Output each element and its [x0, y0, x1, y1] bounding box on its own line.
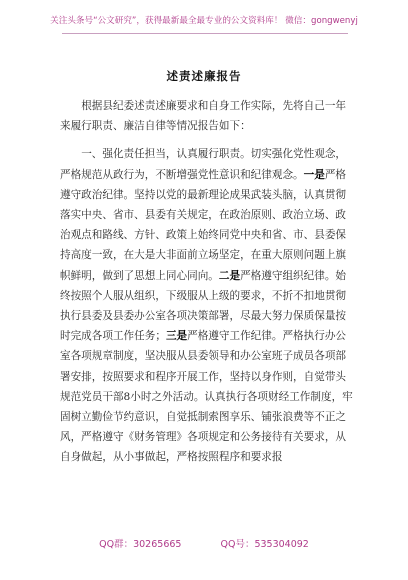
- section-heading: 一、强化责任担当，认真履行职责。切实强化党性观念，严格规范从政行为，不断增强党性意识和纪律观念。: [60, 148, 347, 181]
- point3-label: 三是: [165, 330, 188, 343]
- intro-paragraph: 根据县纪委述责述廉要求和自身工作实际，先将自己一年来履行职责、廉洁自律等情况报告如下：: [60, 100, 347, 133]
- footer-contacts: [0, 536, 408, 550]
- point2-text: 严格遵守组织纪律。始终按照个人服从组织，下级服从上级的要求，不折不扣地贯彻执行县委及县委办公室各项决策部署，尽最大努力保质保量按时完成各项工作任务；: [60, 269, 347, 343]
- document-title: 述责述廉报告: [166, 69, 242, 83]
- header-banner: 关注头条号“公文研究”，获得最新最全最专业的公文资料库！ 微信：gongwenyj: [50, 16, 358, 26]
- banner-divider: [62, 33, 348, 34]
- point3-text: 严格遵守工作纪律。严格执行办公室各项规章制度，坚决服从县委领导和办公室班子成员各项部署安排，按照要求和程序开展工作，坚持以身作则，自觉带头规范党员干部8小时之外活动。认真执行各项财经工作制度，牢固树立勤俭节约意识，自觉抵制索图享乐、铺张浪费等不正之风，严格遵守《财务管理》各项规定和公务接待有关要求，从自身做起，从小事做起，严格按照程序和要求报: [60, 330, 353, 464]
- document-body: [60, 96, 356, 468]
- point1-label: 一是: [303, 168, 325, 181]
- section-paragraph: [60, 144, 356, 467]
- point2-label: 二是: [218, 269, 241, 282]
- point1-text: 严格遵守政治纪律。坚持以党的最新理论成果武装头脑，认真贯彻落实中央、省市、县委有关规定，在政治原则、政治立场、政治观点和路线、方针、政策上始终同党中央和省、市、县委保持高度一致，在大是大非面前立场坚定，在重大原则问题上旗帜鲜明，做到了思想上同心同向。: [60, 168, 347, 282]
- footer-qq-group: QQ群：30265665: [99, 539, 182, 550]
- footer-qq-number: QQ号：535304092: [220, 539, 309, 550]
